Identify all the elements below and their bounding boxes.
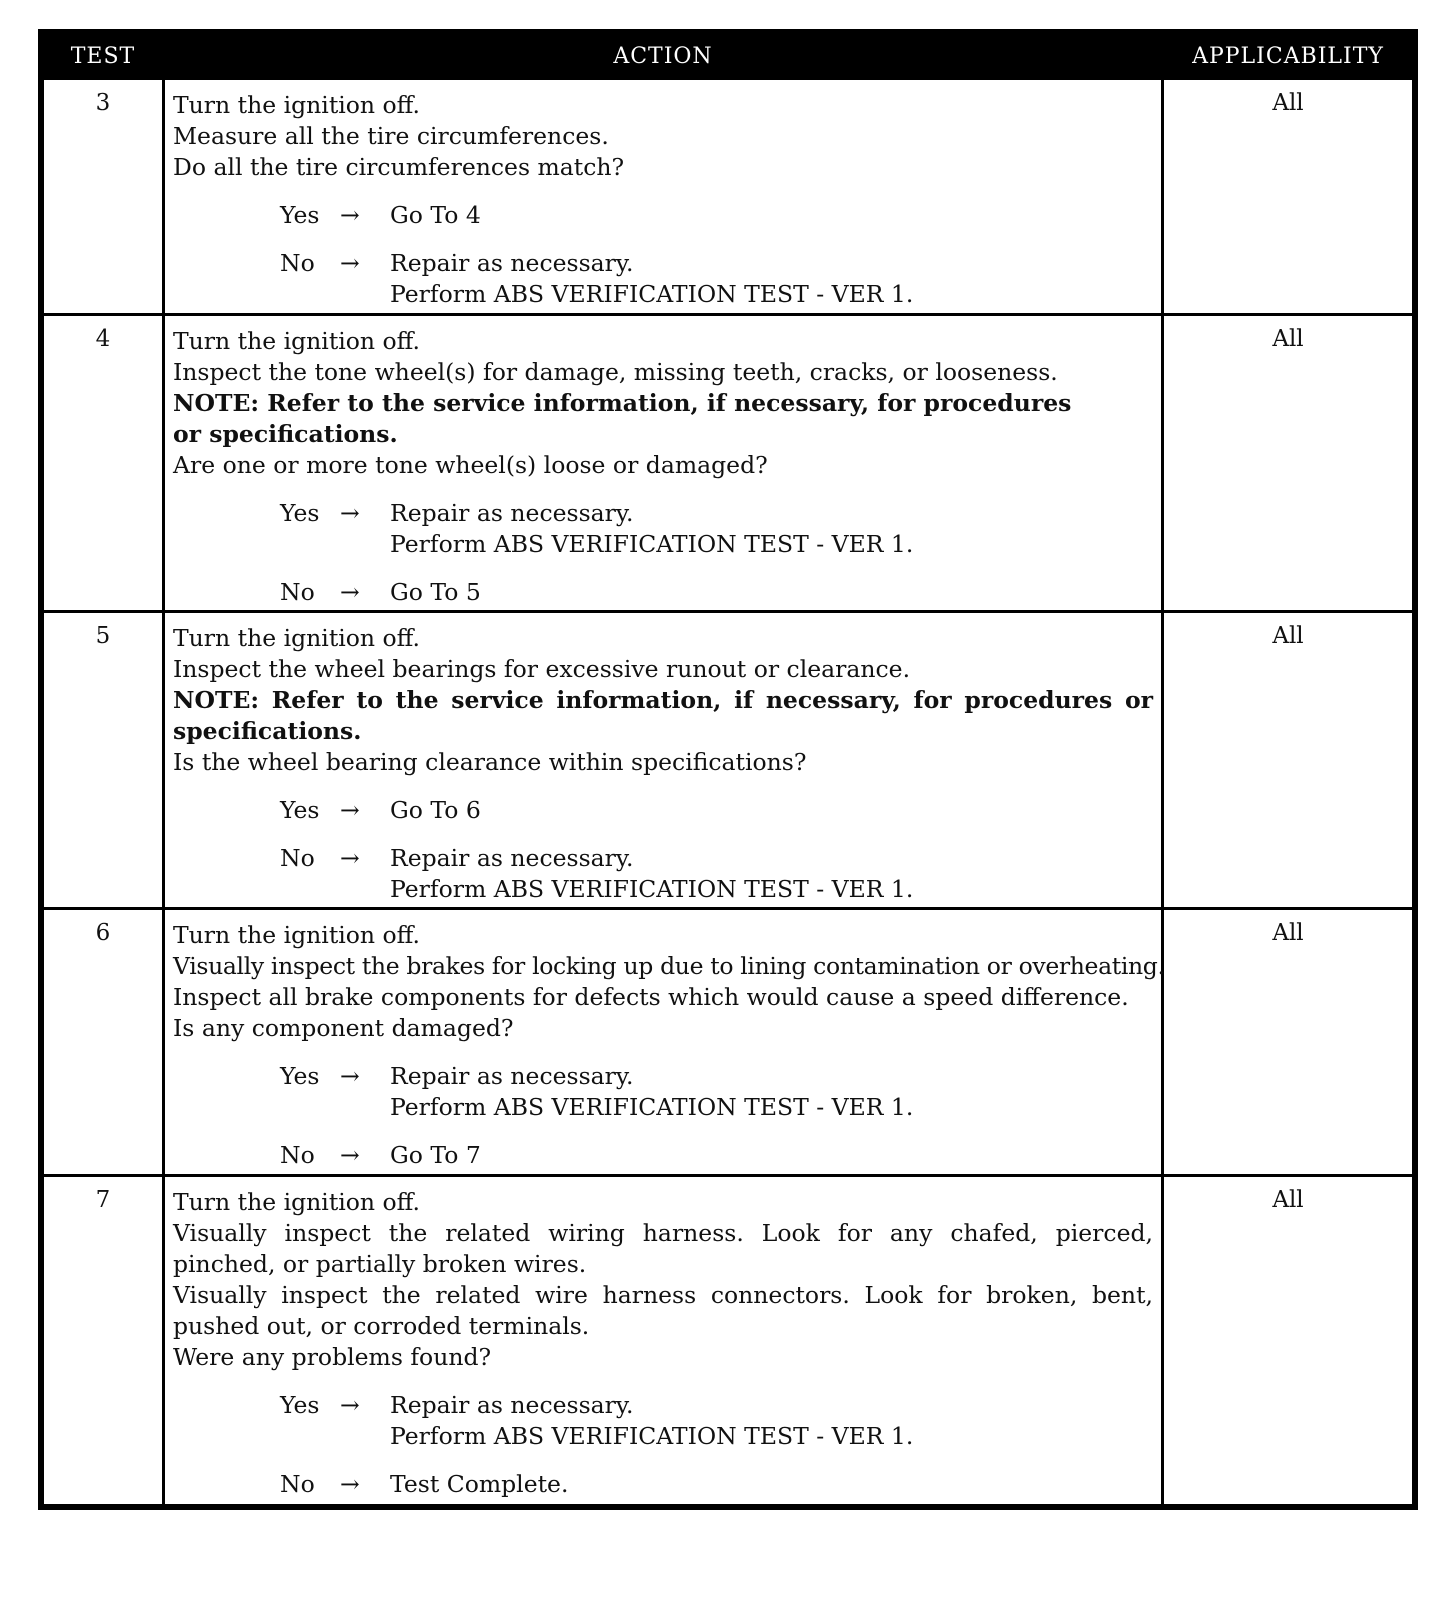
right-arrow-icon: →	[340, 201, 360, 229]
applicability-value: All	[1272, 920, 1304, 946]
action-line: Measure all the tire circumferences.	[173, 122, 609, 150]
test-number: 3	[95, 90, 111, 116]
right-arrow-icon: →	[340, 1391, 360, 1419]
header-test: TEST	[70, 43, 136, 69]
action-line: Visually inspect the brakes for locking up due to lining contamination or overheating.	[173, 952, 1165, 980]
yes-label: Yes	[280, 201, 320, 229]
no-branch	[173, 577, 1153, 608]
test-number: 5	[95, 623, 111, 649]
action-cell	[162, 613, 1164, 907]
action-paragraph: Visually inspect the related wire harness connectors. Look for broken, bent, pushed out, or corroded terminals.	[173, 1281, 1153, 1340]
right-arrow-icon: →	[340, 844, 360, 872]
question-line: Are one or more tone wheel(s) loose or damaged?	[173, 451, 768, 479]
right-arrow-icon: →	[340, 796, 360, 824]
result-line: Perform ABS VERIFICATION TEST - VER 1.	[390, 530, 914, 558]
yes-branch	[173, 200, 1153, 231]
table-row-test-4	[44, 313, 1412, 610]
right-arrow-icon: →	[340, 1062, 360, 1090]
result-line: Perform ABS VERIFICATION TEST - VER 1.	[390, 280, 914, 308]
result-line: Perform ABS VERIFICATION TEST - VER 1.	[390, 1422, 914, 1450]
no-result	[390, 843, 913, 905]
yes-label: Yes	[280, 1391, 320, 1419]
table-row-test-3	[44, 77, 1412, 313]
question-line: Is the wheel bearing clearance within specifications?	[173, 748, 807, 776]
table-row-test-7	[44, 1174, 1412, 1504]
no-result	[390, 248, 913, 310]
action-cell	[162, 316, 1164, 610]
no-label: No	[280, 844, 315, 872]
result-line: Perform ABS VERIFICATION TEST - VER 1.	[390, 1093, 914, 1121]
result-line: Perform ABS VERIFICATION TEST - VER 1.	[390, 875, 914, 903]
no-branch	[173, 248, 1153, 310]
applicability-value: All	[1272, 90, 1304, 116]
yes-result	[390, 795, 481, 826]
result-line: Go To 7	[390, 1141, 481, 1169]
right-arrow-icon: →	[340, 1470, 360, 1498]
applicability-value: All	[1272, 623, 1304, 649]
right-arrow-icon: →	[340, 499, 360, 527]
test-number: 6	[95, 920, 111, 946]
yes-branch	[173, 795, 1153, 826]
no-branch	[173, 1469, 1153, 1500]
action-cell	[162, 910, 1164, 1174]
action-line: Turn the ignition off.	[173, 327, 421, 355]
action-paragraph: Visually inspect the related wiring harness. Look for any chafed, pierced, pinched, or partially broken wires.	[173, 1219, 1153, 1278]
applicability-value: All	[1272, 326, 1304, 352]
note-paragraph: NOTE: Refer to the service information, if necessary, for procedures or specifications.	[173, 686, 1153, 745]
action-line: Turn the ignition off.	[173, 921, 421, 949]
right-arrow-icon: →	[340, 1141, 360, 1169]
table-row-test-5	[44, 610, 1412, 907]
no-result	[390, 1140, 481, 1171]
right-arrow-icon: →	[340, 578, 360, 606]
action-line: Do all the tire circumferences match?	[173, 153, 625, 181]
test-number: 4	[95, 326, 111, 352]
no-label: No	[280, 578, 315, 606]
no-branch	[173, 1140, 1153, 1171]
yes-label: Yes	[280, 1062, 320, 1090]
yes-label: Yes	[280, 796, 320, 824]
action-cell	[162, 1177, 1164, 1504]
action-line: Inspect the tone wheel(s) for damage, missing teeth, cracks, or looseness.	[173, 358, 1058, 386]
yes-result	[390, 200, 481, 231]
yes-result	[390, 498, 913, 560]
right-arrow-icon: →	[340, 249, 360, 277]
note-line: or specifications.	[173, 420, 398, 448]
result-line: Repair as necessary.	[390, 1391, 634, 1419]
action-line: Turn the ignition off.	[173, 91, 421, 119]
no-branch	[173, 843, 1153, 905]
action-cell	[162, 80, 1164, 313]
yes-result	[390, 1390, 913, 1452]
test-number: 7	[95, 1187, 111, 1213]
result-line: Go To 6	[390, 796, 481, 824]
header-action: ACTION	[613, 43, 713, 69]
result-line: Repair as necessary.	[390, 844, 634, 872]
action-line: Inspect all brake components for defects which would cause a speed difference.	[173, 983, 1129, 1011]
no-result	[390, 577, 481, 608]
table-row-test-6	[44, 907, 1412, 1174]
result-line: Go To 5	[390, 578, 481, 606]
result-line: Test Complete.	[390, 1470, 569, 1498]
yes-branch	[173, 1061, 1153, 1123]
no-label: No	[280, 249, 315, 277]
no-label: No	[280, 1470, 315, 1498]
result-line: Repair as necessary.	[390, 249, 634, 277]
result-line: Go To 4	[390, 201, 481, 229]
header-applicability: APPLICABILITY	[1192, 43, 1384, 69]
action-line: Inspect the wheel bearings for excessive runout or clearance.	[173, 655, 911, 683]
yes-result	[390, 1061, 913, 1123]
yes-label: Yes	[280, 499, 320, 527]
applicability-value: All	[1272, 1187, 1304, 1213]
action-line: Turn the ignition off.	[173, 1188, 421, 1216]
question-line: Were any problems found?	[173, 1343, 492, 1371]
yes-branch	[173, 1390, 1153, 1452]
diagnostic-test-table	[38, 29, 1418, 1510]
action-line: Turn the ignition off.	[173, 624, 421, 652]
result-line: Repair as necessary.	[390, 499, 634, 527]
result-line: Repair as necessary.	[390, 1062, 634, 1090]
yes-branch	[173, 498, 1153, 560]
note-line: NOTE: Refer to the service information, if necessary, for procedures	[173, 389, 1072, 417]
question-line: Is any component damaged?	[173, 1014, 514, 1042]
no-result	[390, 1469, 568, 1500]
table-header	[44, 35, 1412, 77]
no-label: No	[280, 1141, 315, 1169]
